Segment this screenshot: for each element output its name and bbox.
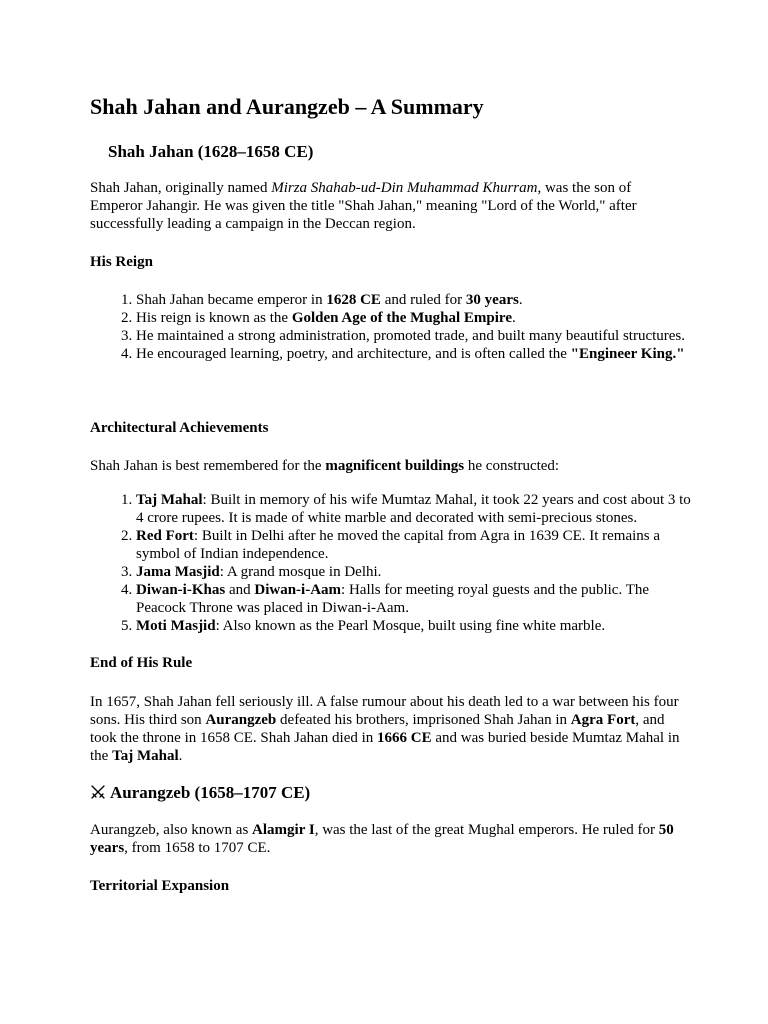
subheading-architectural-achievements: Architectural Achievements (90, 420, 269, 436)
subheading-end-of-rule: End of His Rule (90, 655, 193, 671)
architecture-intro: Shah Jahan is best remembered for the magnificent buildings he constructed: (90, 458, 560, 474)
list-item: 2. Red Fort: Built in Delhi after he moved the capital from Agra in 1639 CE. It remains a symbol of Indian independence. (136, 527, 696, 563)
list-item: 4. He encouraged learning, poetry, and architecture, and is often called the "Engineer King." (136, 345, 696, 363)
subheading-territorial-expansion: Territorial Expansion (90, 878, 230, 894)
list-item: 3. Jama Masjid: A grand mosque in Delhi. (136, 563, 696, 581)
list-item: 5. Moti Masjid: Also known as the Pearl Mosque, built using fine white marble. (136, 617, 696, 635)
crossed-swords-icon (90, 784, 106, 800)
subheading-his-reign: His Reign (90, 254, 153, 270)
list-item: 2. His reign is known as the Golden Age of the Mughal Empire. (136, 309, 696, 327)
list-item: 4. Diwan-i-Khas and Diwan-i-Aam: Halls for meeting royal guests and the public. The Peacock Throne was placed in Diwan-i-Aam. (136, 581, 696, 617)
list-item: 3. He maintained a strong administration, promoted trade, and built many beautiful structures. (136, 327, 696, 345)
reign-list (90, 291, 696, 363)
architecture-list (90, 491, 696, 635)
shah-jahan-intro: Shah Jahan, originally named Mirza Shahab-ud-Din Muhammad Khurram, was the son of Emperor Jahangir. He was given the title "Shah Jahan," meaning "Lord of the World," after successfully leading a campaign in the Deccan region. (90, 180, 637, 232)
end-of-rule-paragraph: In 1657, Shah Jahan fell seriously ill. A false rumour about his death led to a war between his four sons. His third son Aurangzeb defeated his brothers, imprisoned Shah Jahan in Agra Fort, and took the throne in 1658 CE. Shah Jahan died in 1666 CE and was buried beside Mumtaz Mahal in the Taj Mahal. (90, 694, 680, 764)
section-heading-aurangzeb: Aurangzeb (1658–1707 CE) (90, 783, 310, 803)
aurangzeb-intro: Aurangzeb, also known as Alamgir I, was the last of the great Mughal emperors. He ruled for 50 years, from 1658 to 1707 CE. (90, 822, 674, 856)
page-title: Shah Jahan and Aurangzeb – A Summary (90, 94, 484, 119)
list-item: 1. Shah Jahan became emperor in 1628 CE and ruled for 30 years. (136, 291, 696, 309)
section-heading-shah-jahan: Shah Jahan (1628–1658 CE) (108, 142, 314, 161)
list-item: 1. Taj Mahal: Built in memory of his wife Mumtaz Mahal, it took 22 years and cost about 3 to 4 crore rupees. It is made of white marble and decorated with semi-precious stones. (136, 491, 696, 527)
